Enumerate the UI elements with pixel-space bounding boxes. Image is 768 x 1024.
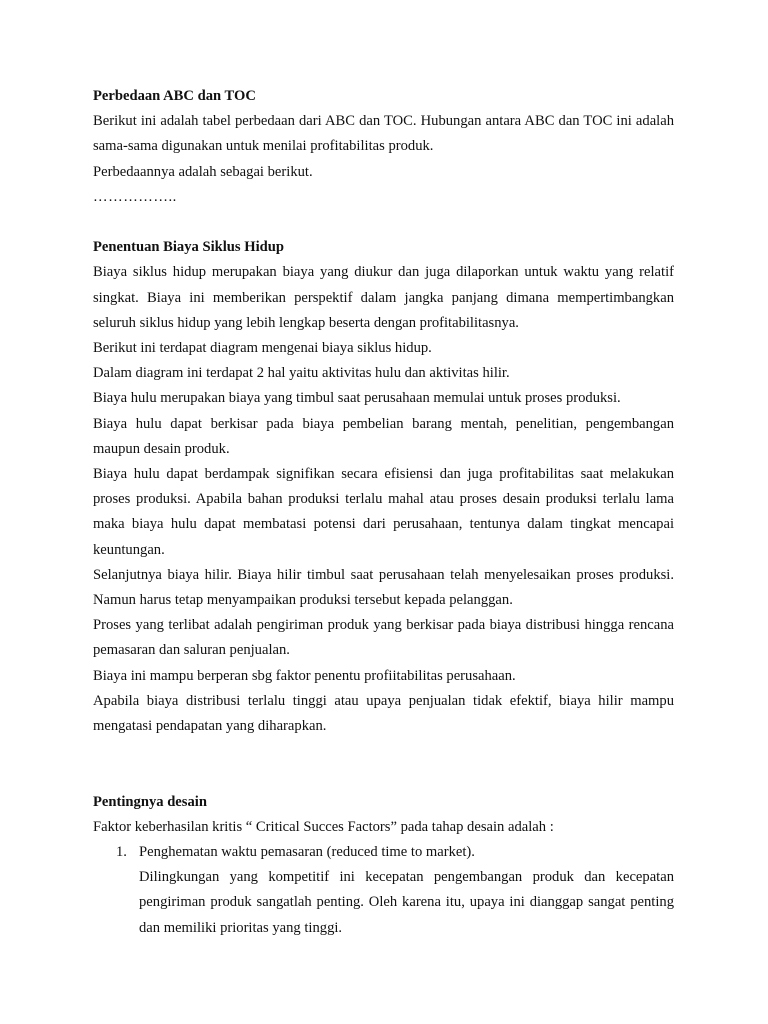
paragraph: Biaya hulu merupakan biaya yang timbul saat perusahaan memulai untuk proses produksi. [93, 390, 621, 407]
paragraph: Selanjutnya biaya hilir. Biaya hilir timbul saat perusahaan telah menyelesaikan proses produksi. Namun harus tetap menyampaikan produksi tersebut kepada pelanggan. [93, 566, 674, 609]
spacer [93, 210, 674, 235]
document-page [93, 84, 674, 941]
paragraph: Berikut ini terdapat diagram mengenai biaya siklus hidup. [93, 340, 432, 357]
paragraph: Biaya ini mampu berperan sbg faktor penentu profiitabilitas perusahaan. [93, 667, 516, 684]
spacer [93, 739, 674, 789]
paragraph: Faktor keberhasilan kritis “ Critical Succes Factors” pada tahap desain adalah : [93, 818, 554, 835]
paragraph: Biaya hulu dapat berdampak signifikan secara efisiensi dan juga profitabilitas saat melakukan proses produksi. Apabila bahan produksi terlalu mahal atau proses desain produksi terlalu lama maka biaya hulu dapat membatasi potensi dari perusahaan, tentunya dalam tingkat mencapai keuntungan. [93, 466, 674, 558]
paragraph: Apabila biaya distribusi terlalu tinggi atau upaya penjualan tidak efektif, biaya hilir mampu mengatasi pendapatan yang diharapkan. [93, 692, 674, 735]
section-heading-life-cycle-cost: Penentuan Biaya Siklus Hidup [93, 239, 285, 256]
paragraph: Dalam diagram ini terdapat 2 hal yaitu aktivitas hulu dan aktivitas hilir. [93, 365, 510, 382]
paragraph: Biaya siklus hidup merupakan biaya yang diukur dan juga dilaporkan untuk waktu yang relatif singkat. Biaya ini memberikan perspektif dalam jangka panjang dimana mempertimbangkan seluruh siklus hidup yang lebih lengkap beserta dengan profitabilitasnya. [93, 264, 674, 331]
placeholder-dots: …………….. [93, 188, 177, 205]
paragraph: Proses yang terlibat adalah pengiriman produk yang berkisar pada biaya distribusi hingga rencana pemasaran dan saluran penjualan. [93, 617, 674, 659]
list-item [93, 840, 674, 941]
section-heading-design-importance: Pentingnya desain [93, 793, 207, 810]
list-item-number: 1. [116, 844, 127, 861]
list-item-title: Penghematan waktu pemasaran (reduced time to market). [139, 844, 475, 861]
paragraph: Biaya hulu dapat berkisar pada biaya pembelian barang mentah, penelitian, pengembangan maupun desain produk. [93, 415, 674, 457]
list-item-body: Dilingkungan yang kompetitif ini kecepatan pengembangan produk dan kecepatan pengiriman produk sangatlah penting. Oleh karena itu, upaya ini dianggap sangat penting dan memiliki prioritas yang tinggi. [139, 869, 674, 936]
paragraph: Berikut ini adalah tabel perbedaan dari ABC dan TOC. Hubungan antara ABC dan TOC ini adalah sama-sama digunakan untuk menilai profitabilitas produk. [93, 113, 674, 155]
numbered-list [93, 840, 674, 941]
section-heading-abc-toc: Perbedaan ABC dan TOC [93, 88, 256, 104]
paragraph: Perbedaannya adalah sebagai berikut. [93, 163, 313, 180]
